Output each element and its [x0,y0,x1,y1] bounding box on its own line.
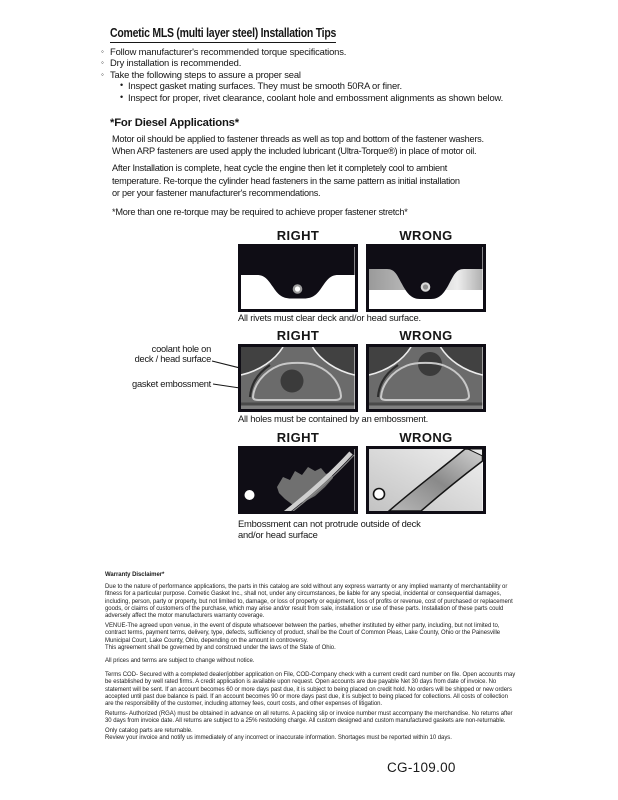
coolant-hole-annotation: coolant hole on deck / head surface [134,344,211,364]
list-item [120,92,503,103]
list-item [120,80,503,91]
embossment-right-diagram [238,344,358,412]
list-item [101,46,503,57]
dot-bullet-icon: • [120,91,124,102]
retorque-note: *More than one re-torque may be required to achieve proper fastener stretch* [112,207,408,217]
row3-caption: Embossment can not protrude outside of deck and/or head surface [238,518,421,540]
terms-cod-paragraph: Terms COD- Secured with a completed dealer/jobber application on File, COD-Company check with a current credit card number on file. Open accounts may be established by well rated firms. A credit application is available upon request. Open accounts are due payable Net 30 days from date of invoice. No statement will be sent. If an account becomes 60 or more days past due, it is subject to being placed on credit hold. No orders will be shipped or new orders accepted until past due balance is paid. If an account becomes 90 or more days past due, it is subject to being placed for collections. All costs of collection are the responsibility of the customer, including attorney fees, court costs, and other expenses of litigation. [105,672,516,708]
warranty-paragraph: Due to the nature of performance applications, the parts in this catalog are sold without any express warranty or any implied warranty of merchantability or fitness for a particular purpose. Cometic Gasket Inc., shall not, under any circumstances, be liable for any special, incidental or consequential damages, including, person, party or property, but not limited to, damage, or loss of property or equipment, loss of profits or revenue, cost of purchased or replacement goods, or claims of customers of the purchase, which may arise and/or result from sale, installation or use of these parts. Installation of these parts could adversely affect the motor manufacturers warranty coverage. [105,584,513,620]
row2-wrong-label: WRONG [399,328,453,343]
deck-protrusion-correct-illustration [241,449,355,511]
tip-text: Inspect for proper, rivet clearance, coolant hole and embossment alignments as shown below. [128,91,504,103]
tip-text: Dry installation is recommended. [110,57,242,69]
deck-protrusion-wrong-illustration [369,449,483,511]
list-item [101,57,503,68]
page-title: Cometic MLS (multi layer steel) Installation Tips [110,26,336,43]
row2-right-label: RIGHT [276,328,320,343]
installation-tips-list [101,46,503,103]
circle-bullet-icon: ◦ [101,69,104,79]
gasket-embossment-annotation: gasket embossment [132,379,211,389]
hole-containment-wrong-illustration [369,347,483,409]
catalog-returns-paragraph: Only catalog parts are returnable. Review your invoice and notify us immediately of any incorrect or inaccurate information. Shortages must be reported within 10 days. [105,728,452,742]
row3-wrong-label: WRONG [399,430,453,445]
rivet-right-diagram [238,244,358,312]
row1-wrong-label: WRONG [399,228,453,243]
warranty-disclaimer-heading: Warranty Disclaimer* [105,572,165,578]
circle-bullet-icon: ◦ [101,47,104,56]
row1-right-label: RIGHT [276,228,320,243]
page-code: CG-109.00 [387,760,456,775]
row3-right-label: RIGHT [276,430,320,445]
row2-caption: All holes must be contained by an embossment. [238,413,429,424]
circle-bullet-icon: ◦ [101,58,104,68]
returns-paragraph: Returns- Authorized (RGA) must be obtained in advance on all returns. A packing slip or invoice number must accompany the merchandise. No returns after 30 days from invoice date. All returns are subject to a 25% restocking charge. All custom designed and custom manufactured gaskets are non-returnable. [105,711,513,725]
tip-text: Take the following steps to assure a proper seal [110,68,301,80]
protrusion-right-diagram [238,446,358,514]
rivet-clearance-correct-illustration [241,247,355,309]
embossment-wrong-diagram [366,344,486,412]
rivet-clearance-wrong-illustration [369,247,483,309]
prices-paragraph: All prices and terms are subject to change without notice. [105,658,255,664]
dot-bullet-icon: • [120,80,124,91]
diesel-paragraph-2: After Installation is complete, heat cycle the engine then let it completely cool to ambient temperature. Re-torque the cylinder head fasteners in the same pattern as initial installation or per your fastener manufacturer's recommendations. [112,163,460,199]
diesel-paragraph-1: Motor oil should be applied to fastener threads as well as top and bottom of the fastener washers. When ARP fasteners are used apply the included lubricant (Ultra-Torque®) in place of motor oil. [112,134,484,157]
rivet-wrong-diagram [366,244,486,312]
hole-containment-correct-illustration [241,347,355,409]
protrusion-wrong-diagram [366,446,486,514]
tip-text: Follow manufacturer's recommended torque specifications. [110,46,347,57]
row1-caption: All rivets must clear deck and/or head surface. [238,312,421,323]
diesel-section-heading: *For Diesel Applications* [110,117,239,129]
tip-text: Inspect gasket mating surfaces. They must be smooth 50RA or finer. [128,80,402,92]
venue-paragraph: VENUE-The agreed upon venue, in the event of dispute whatsoever between the parties, whether instituted by either party, including, but not limited to, contract terms, payment terms, delivery, type, defects, sufficiency of product, shall be the Court of Common Pleas, Lake County, Ohio or the Painesville Municipal Court, Lake County, Ohio, depending on the amount in controversy. This agreement shall be governed by and construed under the laws of the State of Ohio. [105,623,501,651]
list-item [101,69,503,80]
